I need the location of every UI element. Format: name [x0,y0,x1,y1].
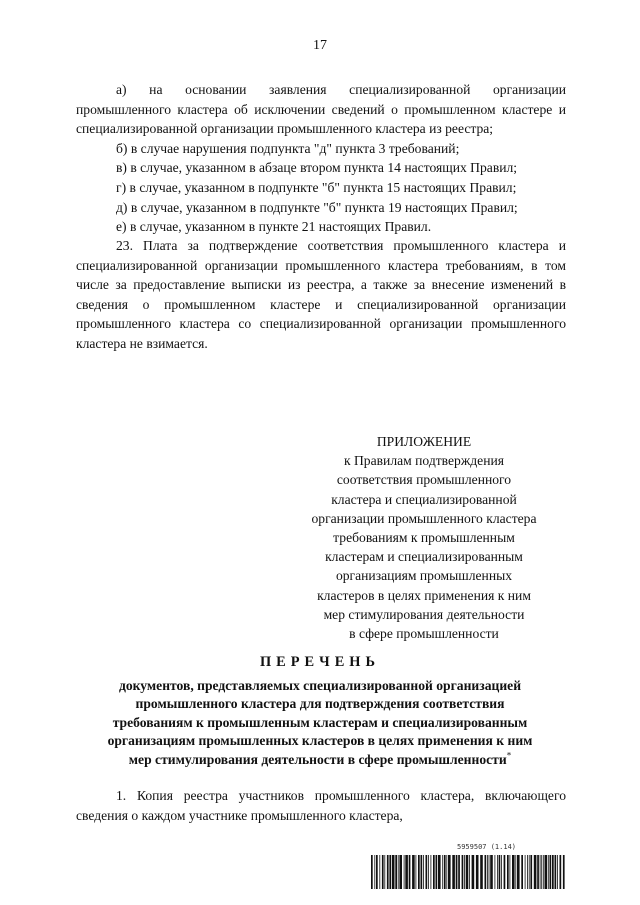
list-subtitle-line: организациям промышленных кластеров в целях применения к ним [107,733,533,749]
paragraph-a: а) на основании заявления специализированной организации промышленного кластера об исключении сведений о промышленном кластере и специализированной организации промышленного кластера из реестра; [76,82,566,137]
barcode-block [371,843,566,893]
appendix-line: кластеров в целях применения к ним [317,587,531,603]
appendix-line: в сфере промышленности [349,626,499,642]
paragraph-g: г) в случае, указанном в подпункте "б" пункта 15 настоящих Правил; [116,179,517,195]
list-title: ПЕРЕЧЕНЬ [259,654,381,670]
appendix-heading: ПРИЛОЖЕНИЕ [376,434,472,449]
list-subtitle [82,677,558,769]
item-1-block [76,786,566,825]
paragraph-b: б) в случае нарушения подпункта "д" пункта 3 требований; [116,140,460,156]
appendix-line: организациям промышленных [335,568,513,584]
barcode-label: 5959507 (1.14) [457,843,517,851]
paragraph-23-block [76,236,566,354]
list-subtitle-line: мер стимулирования деятельности в сфере промышленности [128,751,507,767]
appendix-line: мер стимулирования деятельности [323,606,525,622]
appendix-line: кластерам и специализированным [325,549,523,565]
paragraph-23: 23. Плата за подтверждение соответствия промышленного кластера и специализированной организации промышленного кластера требованиям, в том числе за предоставление выписки из реестра, а также за внесение изменений в сведения о промышленном кластере и специализированной организации промышленного кластера со специализированной организации промышленного кластера не взимается. [76,238,566,351]
list-item-1: 1. Копия реестра участников промышленного кластера, включающего сведения о каждом участнике промышленного кластера, [76,788,566,823]
appendix-line: требованиям к промышленным [333,530,515,546]
appendix-line: соответствия промышленного [336,472,512,488]
list-subtitle-line: документов, представляемых специализированной организацией [118,678,522,693]
footnote-mark: * [506,750,512,761]
list-subtitle-line: требованиям к промышленным кластерам и специализированным [112,714,528,730]
appendix-block [308,432,540,643]
appendix-line: организации промышленного кластера [311,510,537,526]
page-number: 17 [313,38,327,53]
list-subtitle-line-last [82,751,558,769]
appendix-line: кластера и специализированной [331,491,517,507]
paragraph-e: е) в случае, указанном в пункте 21 настоящих Правил. [116,219,432,235]
list-subtitle-line: промышленного кластера для подтверждения соответствия [135,696,505,712]
barcode-icon [371,855,566,889]
sub-items-block [76,80,566,237]
paragraph-v: в) в случае, указанном в абзаце втором пункта 14 настоящих Правил; [116,160,518,176]
appendix-line: к Правилам подтверждения [343,453,504,469]
paragraph-d: д) в случае, указанном в подпункте "б" пункта 19 настоящих Правил; [116,199,518,215]
